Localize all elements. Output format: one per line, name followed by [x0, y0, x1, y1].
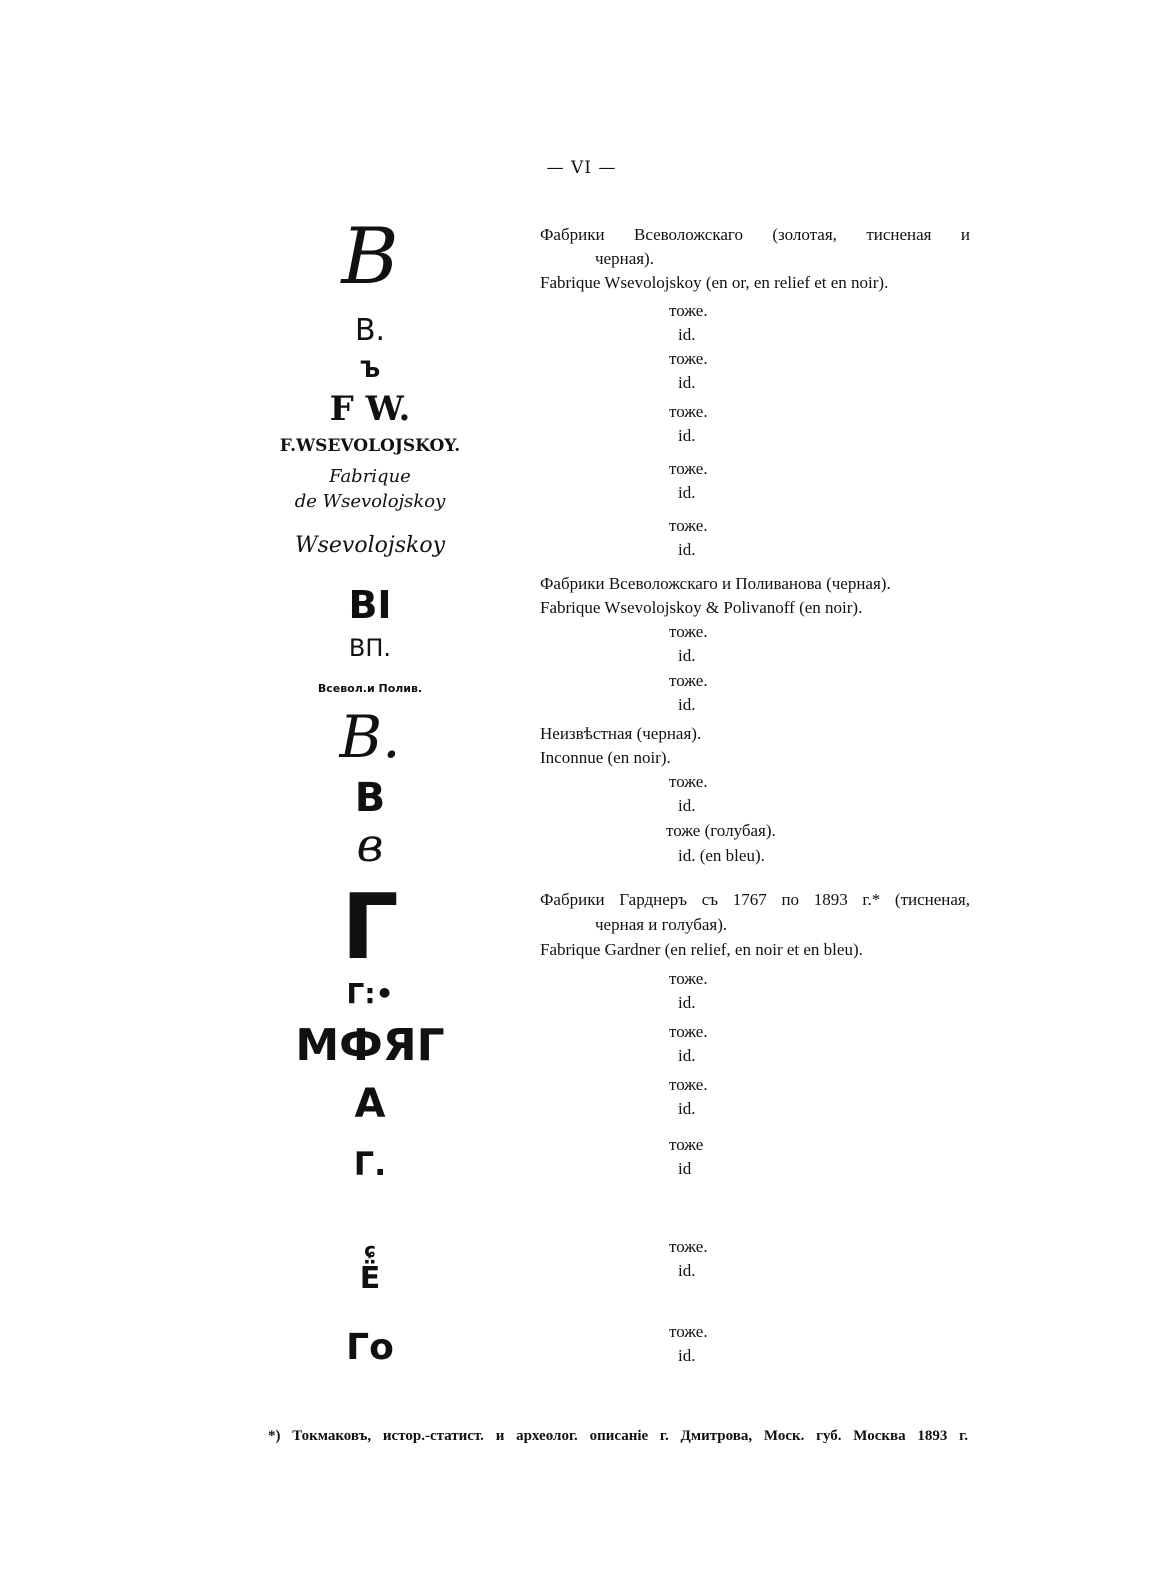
same-fr-13: id.	[678, 1261, 696, 1280]
same-ru-6: тоже.	[669, 622, 708, 641]
mark-go-monogram: Го	[346, 1327, 394, 1368]
same-fr-5: id.	[678, 540, 696, 559]
entry-wsevolojskoy-polivanoff-ru: Фабрики Всеволожскаго и Поливанова (черная).	[540, 574, 891, 593]
entry-wsevolojskoy-fr: Fabrique Wsevolojskoy (en or, en relief et en noir).	[540, 273, 889, 292]
same-fr-12: id	[678, 1159, 692, 1178]
mark-b-plain: B	[354, 775, 386, 821]
mark-vp-dot: ВП.	[348, 634, 392, 662]
same-ru-12: тоже	[669, 1135, 704, 1154]
mark-g-dots: Г:•	[346, 977, 394, 1010]
mark-cursive-small-v: в	[356, 818, 384, 872]
same-fr-6: id.	[678, 646, 696, 665]
same-fr-7: id.	[678, 695, 696, 714]
mark-small-symbol: ɕ	[364, 1238, 376, 1262]
mark-fw: F W.	[329, 389, 411, 429]
same-ru-8: тоже.	[669, 772, 708, 791]
same-ru-5: тоже.	[669, 516, 708, 535]
same-ru-2: тоже.	[669, 349, 708, 368]
mark-fabrique-de-wsevolojskoy-line1: Fabrique	[329, 466, 411, 487]
mark-g-large: Г	[341, 875, 399, 980]
mark-vp-large: ВI	[348, 583, 392, 627]
entry-wsevolojskoy-polivanoff-fr: Fabrique Wsevolojskoy & Polivanoff (en noir).	[540, 598, 863, 617]
footnote: *) Токмаковъ, истор.-статист. и археолог. описаніе г. Дмитрова, Моск. губ. Москва 1893 г.	[268, 1428, 968, 1444]
entry-gardner-ru-line2: черная и голубая).	[595, 915, 728, 934]
mark-cursive-v: В	[341, 212, 399, 302]
mark-boxed-e: Ё	[359, 1261, 381, 1296]
same-ru-1: тоже.	[669, 301, 708, 320]
entry-gardner-fr: Fabrique Gardner (en relief, en noir et en bleu).	[540, 940, 863, 959]
same-fr-3: id.	[678, 426, 696, 445]
same-fr-9: id.	[678, 993, 696, 1012]
same-ru-9: тоже.	[669, 969, 708, 988]
entry-blue-ru: тоже (голубая).	[666, 821, 776, 840]
same-ru-7: тоже.	[669, 671, 708, 690]
mark-g-small-dot: Г.	[353, 1145, 387, 1183]
same-ru-14: тоже.	[669, 1322, 708, 1341]
entry-unknown-ru: Неизвѣстная (черная).	[540, 724, 702, 743]
entry-blue-fr: id. (en bleu).	[678, 846, 765, 865]
same-ru-13: тоже.	[669, 1237, 708, 1256]
entry-wsevolojskoy-ru-line1: Фабрики Всеволожскаго (золотая, тисненая и	[540, 225, 970, 244]
same-fr-1: id.	[678, 325, 696, 344]
mark-mfyag: МФЯГ	[295, 1020, 445, 1071]
entry-wsevolojskoy-ru-line2: черная).	[595, 249, 654, 268]
mark-fwsevolojskoy: F.WSEVOLOJSKOY.	[279, 436, 461, 456]
same-fr-8: id.	[678, 796, 696, 815]
mark-small-v: Ъ	[359, 358, 381, 383]
same-fr-2: id.	[678, 373, 696, 392]
same-fr-10: id.	[678, 1046, 696, 1065]
same-fr-4: id.	[678, 483, 696, 502]
same-ru-11: тоже.	[669, 1075, 708, 1094]
same-ru-4: тоже.	[669, 459, 708, 478]
same-fr-11: id.	[678, 1099, 696, 1118]
mark-b-dot: B.	[354, 313, 386, 348]
mark-ornate-v: В.	[339, 703, 401, 771]
page-number: — VI —	[546, 158, 617, 178]
mark-fabrique-de-wsevolojskoy-line2: de Wsevolojskoy	[294, 491, 446, 512]
mark-vsevol-i-poliv: Всевол.и Полив.	[317, 682, 423, 695]
mark-a-monogram: А	[354, 1081, 386, 1127]
mark-wsevolojskoy-script: Wsevolojskoy	[295, 533, 445, 558]
same-ru-3: тоже.	[669, 402, 708, 421]
same-fr-14: id.	[678, 1346, 696, 1365]
entry-gardner-ru-line1: Фабрики Гарднеръ съ 1767 по 1893 г.* (тисненая,	[540, 890, 970, 909]
same-ru-10: тоже.	[669, 1022, 708, 1041]
entry-unknown-fr: Inconnue (en noir).	[540, 748, 671, 767]
